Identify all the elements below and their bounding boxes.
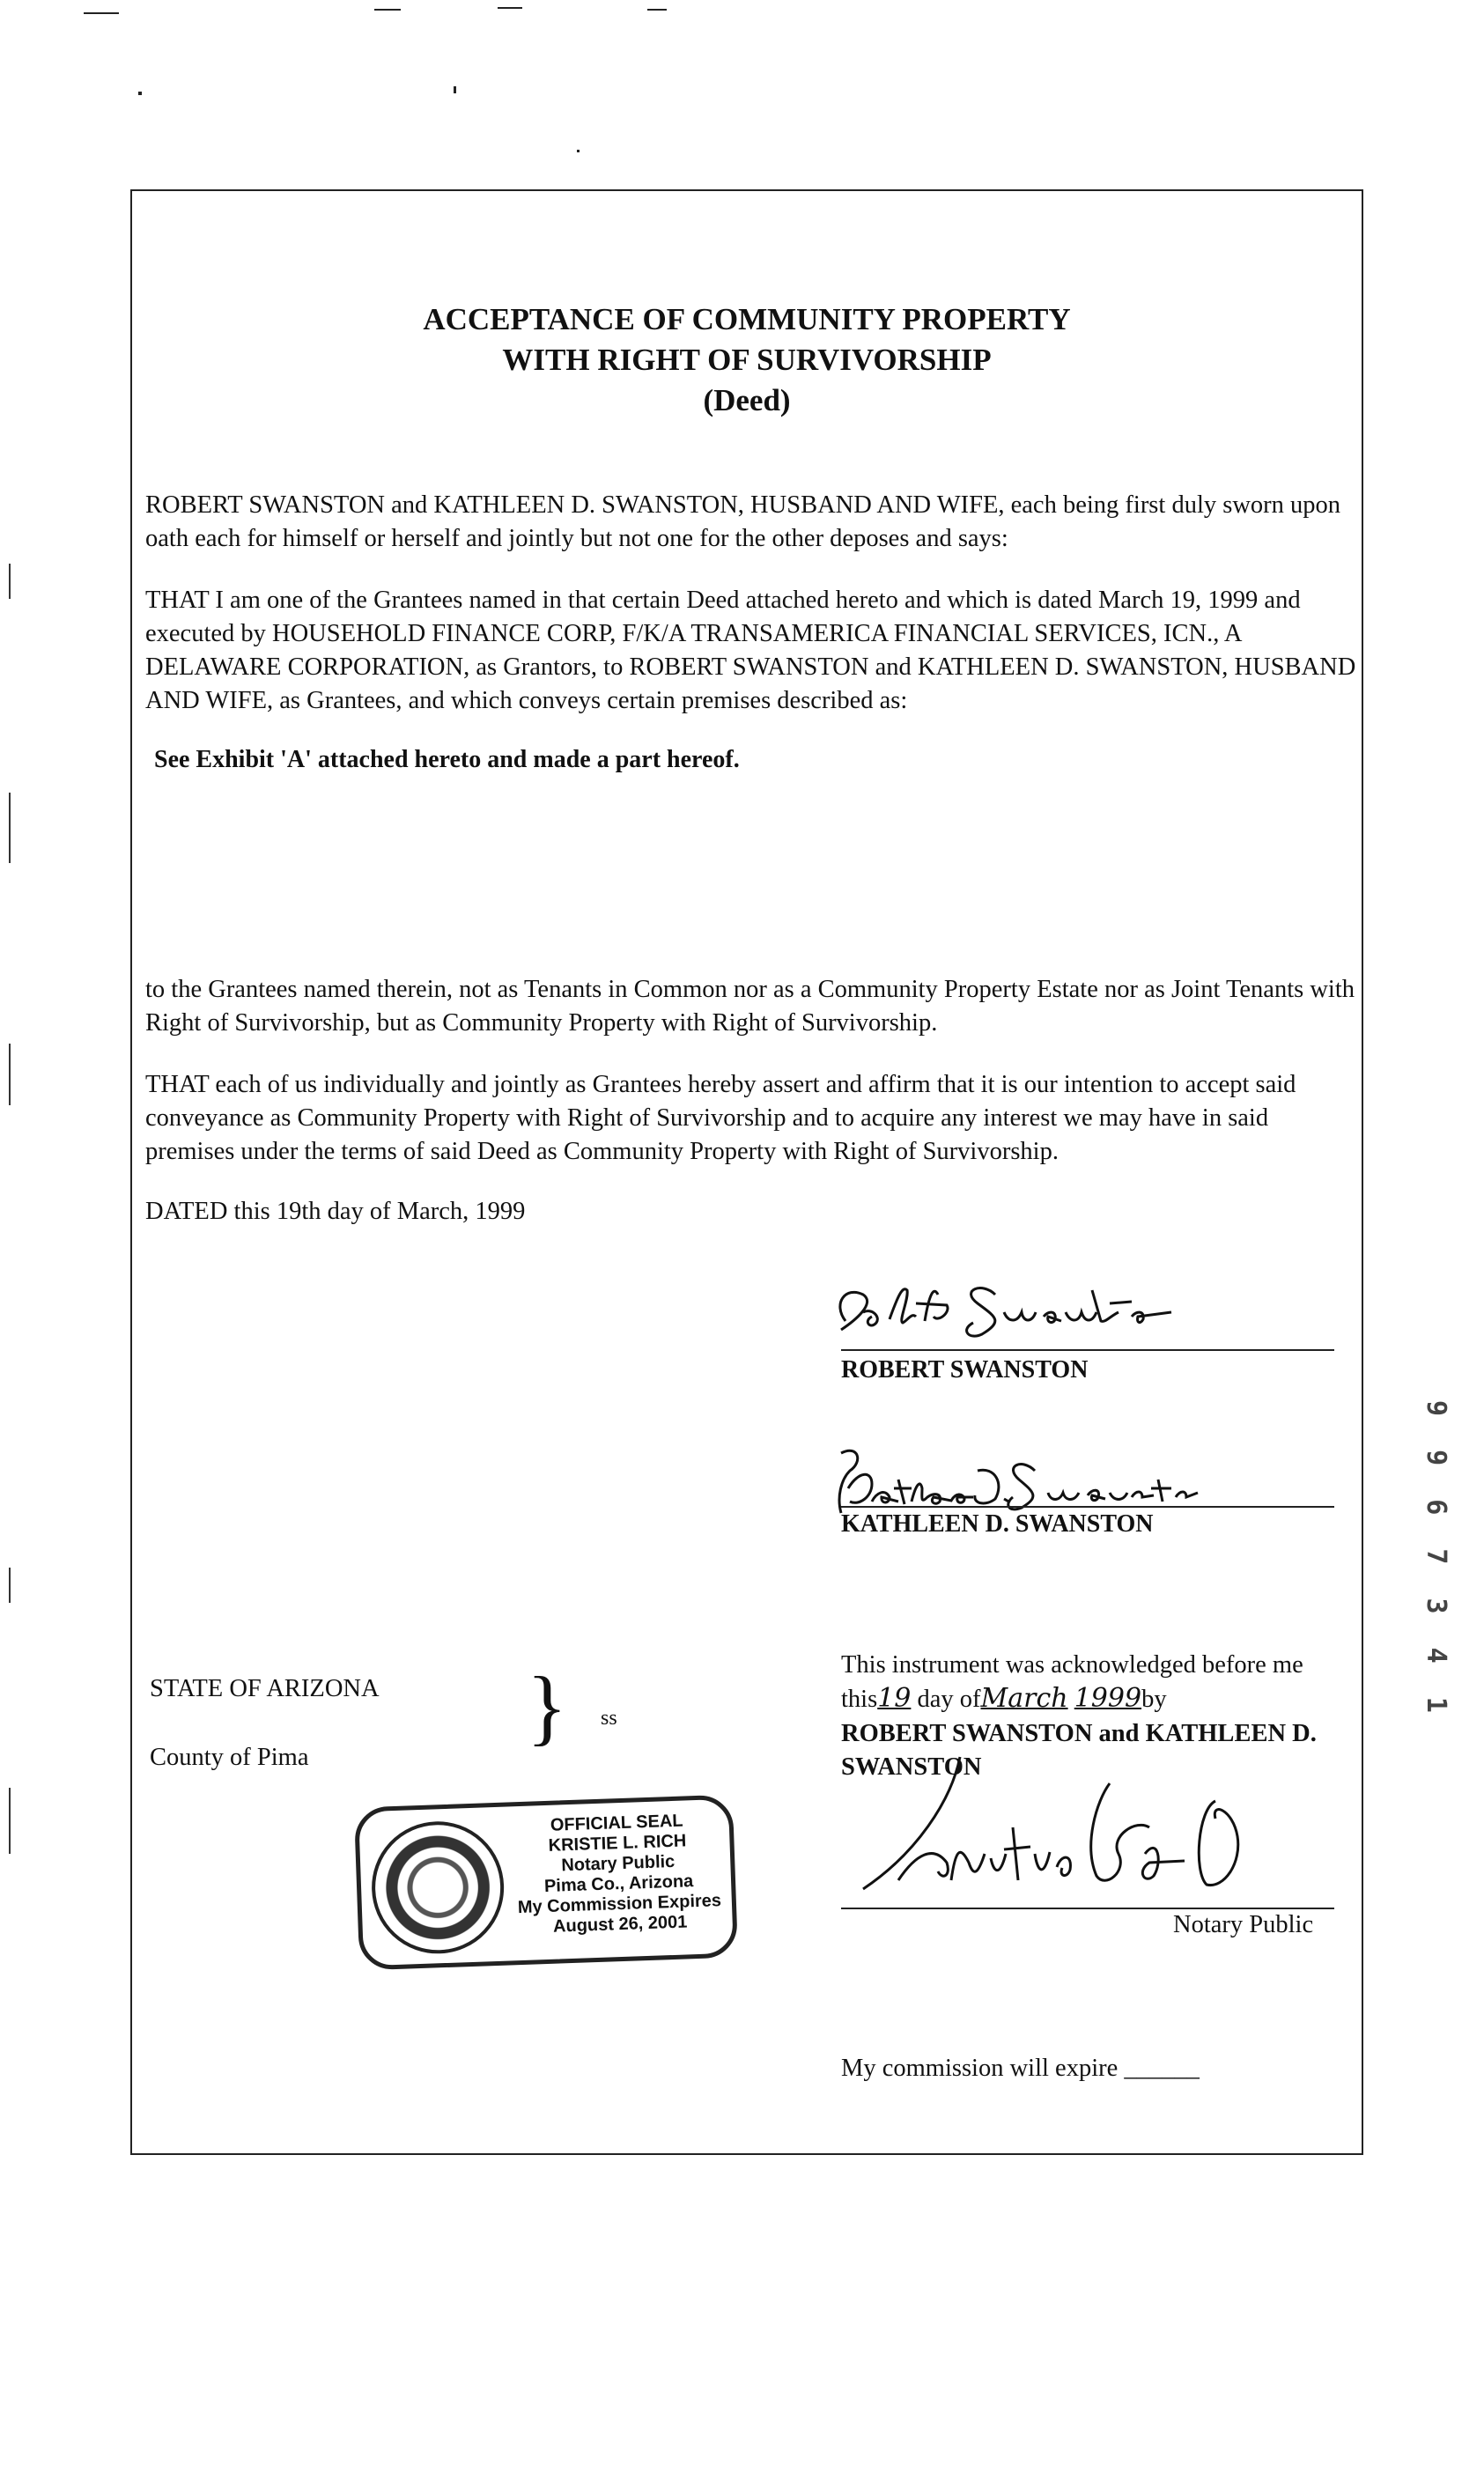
seal-line-3: Notary Public	[560, 1851, 676, 1876]
robert-name: ROBERT SWANSTON	[841, 1356, 1089, 1384]
margin-mark	[9, 1568, 11, 1603]
seal-line-2: KRISTIE L. RICH	[548, 1831, 687, 1856]
seal-line-1: OFFICIAL SEAL	[550, 1811, 683, 1835]
seal-line-4: Pima Co., Arizona	[543, 1871, 694, 1897]
affirmation-paragraph: THAT each of us individually and jointly as Grantees hereby assert and affirm that it is our intention to accept said conveyance as Community Property with Right of Survivorship and to acquire any interest we may have in said premises under the terms of said Deed as Community Property with Right of Survivorship.	[145, 1071, 1296, 1165]
scan-speck	[647, 9, 667, 11]
notary-seal-stamp	[354, 1795, 738, 1971]
margin-mark	[9, 1044, 11, 1105]
title-line-2: WITH RIGHT OF SURVIVORSHIP	[502, 343, 992, 377]
venue-county: County of Pima	[150, 1744, 309, 1771]
dated-line: DATED this 19th day of March, 1999	[145, 1198, 526, 1225]
scan-speck	[577, 150, 580, 152]
margin-mark	[9, 1788, 11, 1854]
seal-line-6: August 26, 2001	[552, 1912, 688, 1937]
seal-line-5: My Commission Expires	[517, 1891, 722, 1918]
ack-names-line-2: SWANSTON	[841, 1753, 982, 1781]
commission-expire-line: My commission will expire ______	[841, 2055, 1200, 2082]
tenancy-paragraph: to the Grantees named therein, not as Tenants in Common nor as a Community Property Estate nor as Joint Tenants with Right of Survivorship, but as Community Property with Right of Survivorship.	[145, 976, 1355, 1037]
robert-signature	[828, 1268, 1251, 1347]
title-line-3: (Deed)	[703, 383, 791, 417]
recording-number-stamp	[1421, 1400, 1460, 1735]
venue-ss: ss	[601, 1707, 617, 1730]
notary-signature	[845, 1748, 1339, 1898]
venue-state: STATE OF ARIZONA	[150, 1675, 380, 1702]
margin-mark	[9, 564, 11, 599]
kathleen-signature-line	[841, 1506, 1334, 1508]
ack-month-value: March	[980, 1683, 1068, 1714]
scan-speck	[138, 92, 142, 95]
ack-line-1: This instrument was acknowledged before me	[841, 1651, 1303, 1679]
kathleen-name: KATHLEEN D. SWANSTON	[841, 1510, 1154, 1538]
ack-by: by	[1141, 1686, 1167, 1713]
scan-speck	[374, 9, 401, 11]
title-line-1: ACCEPTANCE OF COMMUNITY PROPERTY	[423, 302, 1071, 336]
venue-brace: }	[527, 1659, 568, 1753]
ack-year-value: 1999	[1074, 1683, 1142, 1714]
scan-speck	[84, 12, 119, 14]
ack-this: this	[841, 1686, 878, 1713]
document-title	[130, 299, 1363, 421]
margin-mark	[9, 793, 11, 863]
exhibit-reference: See Exhibit 'A' attached hereto and made a part hereof.	[154, 746, 740, 773]
ack-day-value: 19	[877, 1683, 912, 1714]
scan-speck	[454, 86, 456, 93]
robert-signature-line	[841, 1349, 1334, 1351]
state-seal-emblem	[370, 1819, 506, 1956]
grantees-paragraph: THAT I am one of the Grantees named in that certain Deed attached hereto and which is dated March 19, 1999 and executed by HOUSEHOLD FINANCE CORP, F/K/A TRANSAMERICA FINANCIAL SERVICES, ICN., A DELAWARE CORPORATION, as Grantors, to ROBERT SWANSTON and KATHLEEN D. SWANSTON, HUSBAND AND WIFE, as Grantees, and which conveys certain premises described as:	[145, 587, 1356, 714]
deposition-paragraph: ROBERT SWANSTON and KATHLEEN D. SWANSTON, HUSBAND AND WIFE, each being first duly sworn upon oath each for himself or herself and jointly but not one for the other deposes and says:	[145, 491, 1341, 552]
ack-names-line-1: ROBERT SWANSTON and KATHLEEN D.	[841, 1720, 1317, 1747]
scan-speck	[498, 7, 522, 9]
ack-day-of: day of	[917, 1686, 981, 1713]
recording-number: 9 9 6 7 3 4 1	[1421, 1400, 1451, 1722]
ack-line-2	[841, 1682, 1370, 1716]
seal-text	[504, 1810, 733, 1939]
notary-signature-line	[841, 1908, 1334, 1909]
notary-public-label: Notary Public	[1173, 1911, 1314, 1938]
